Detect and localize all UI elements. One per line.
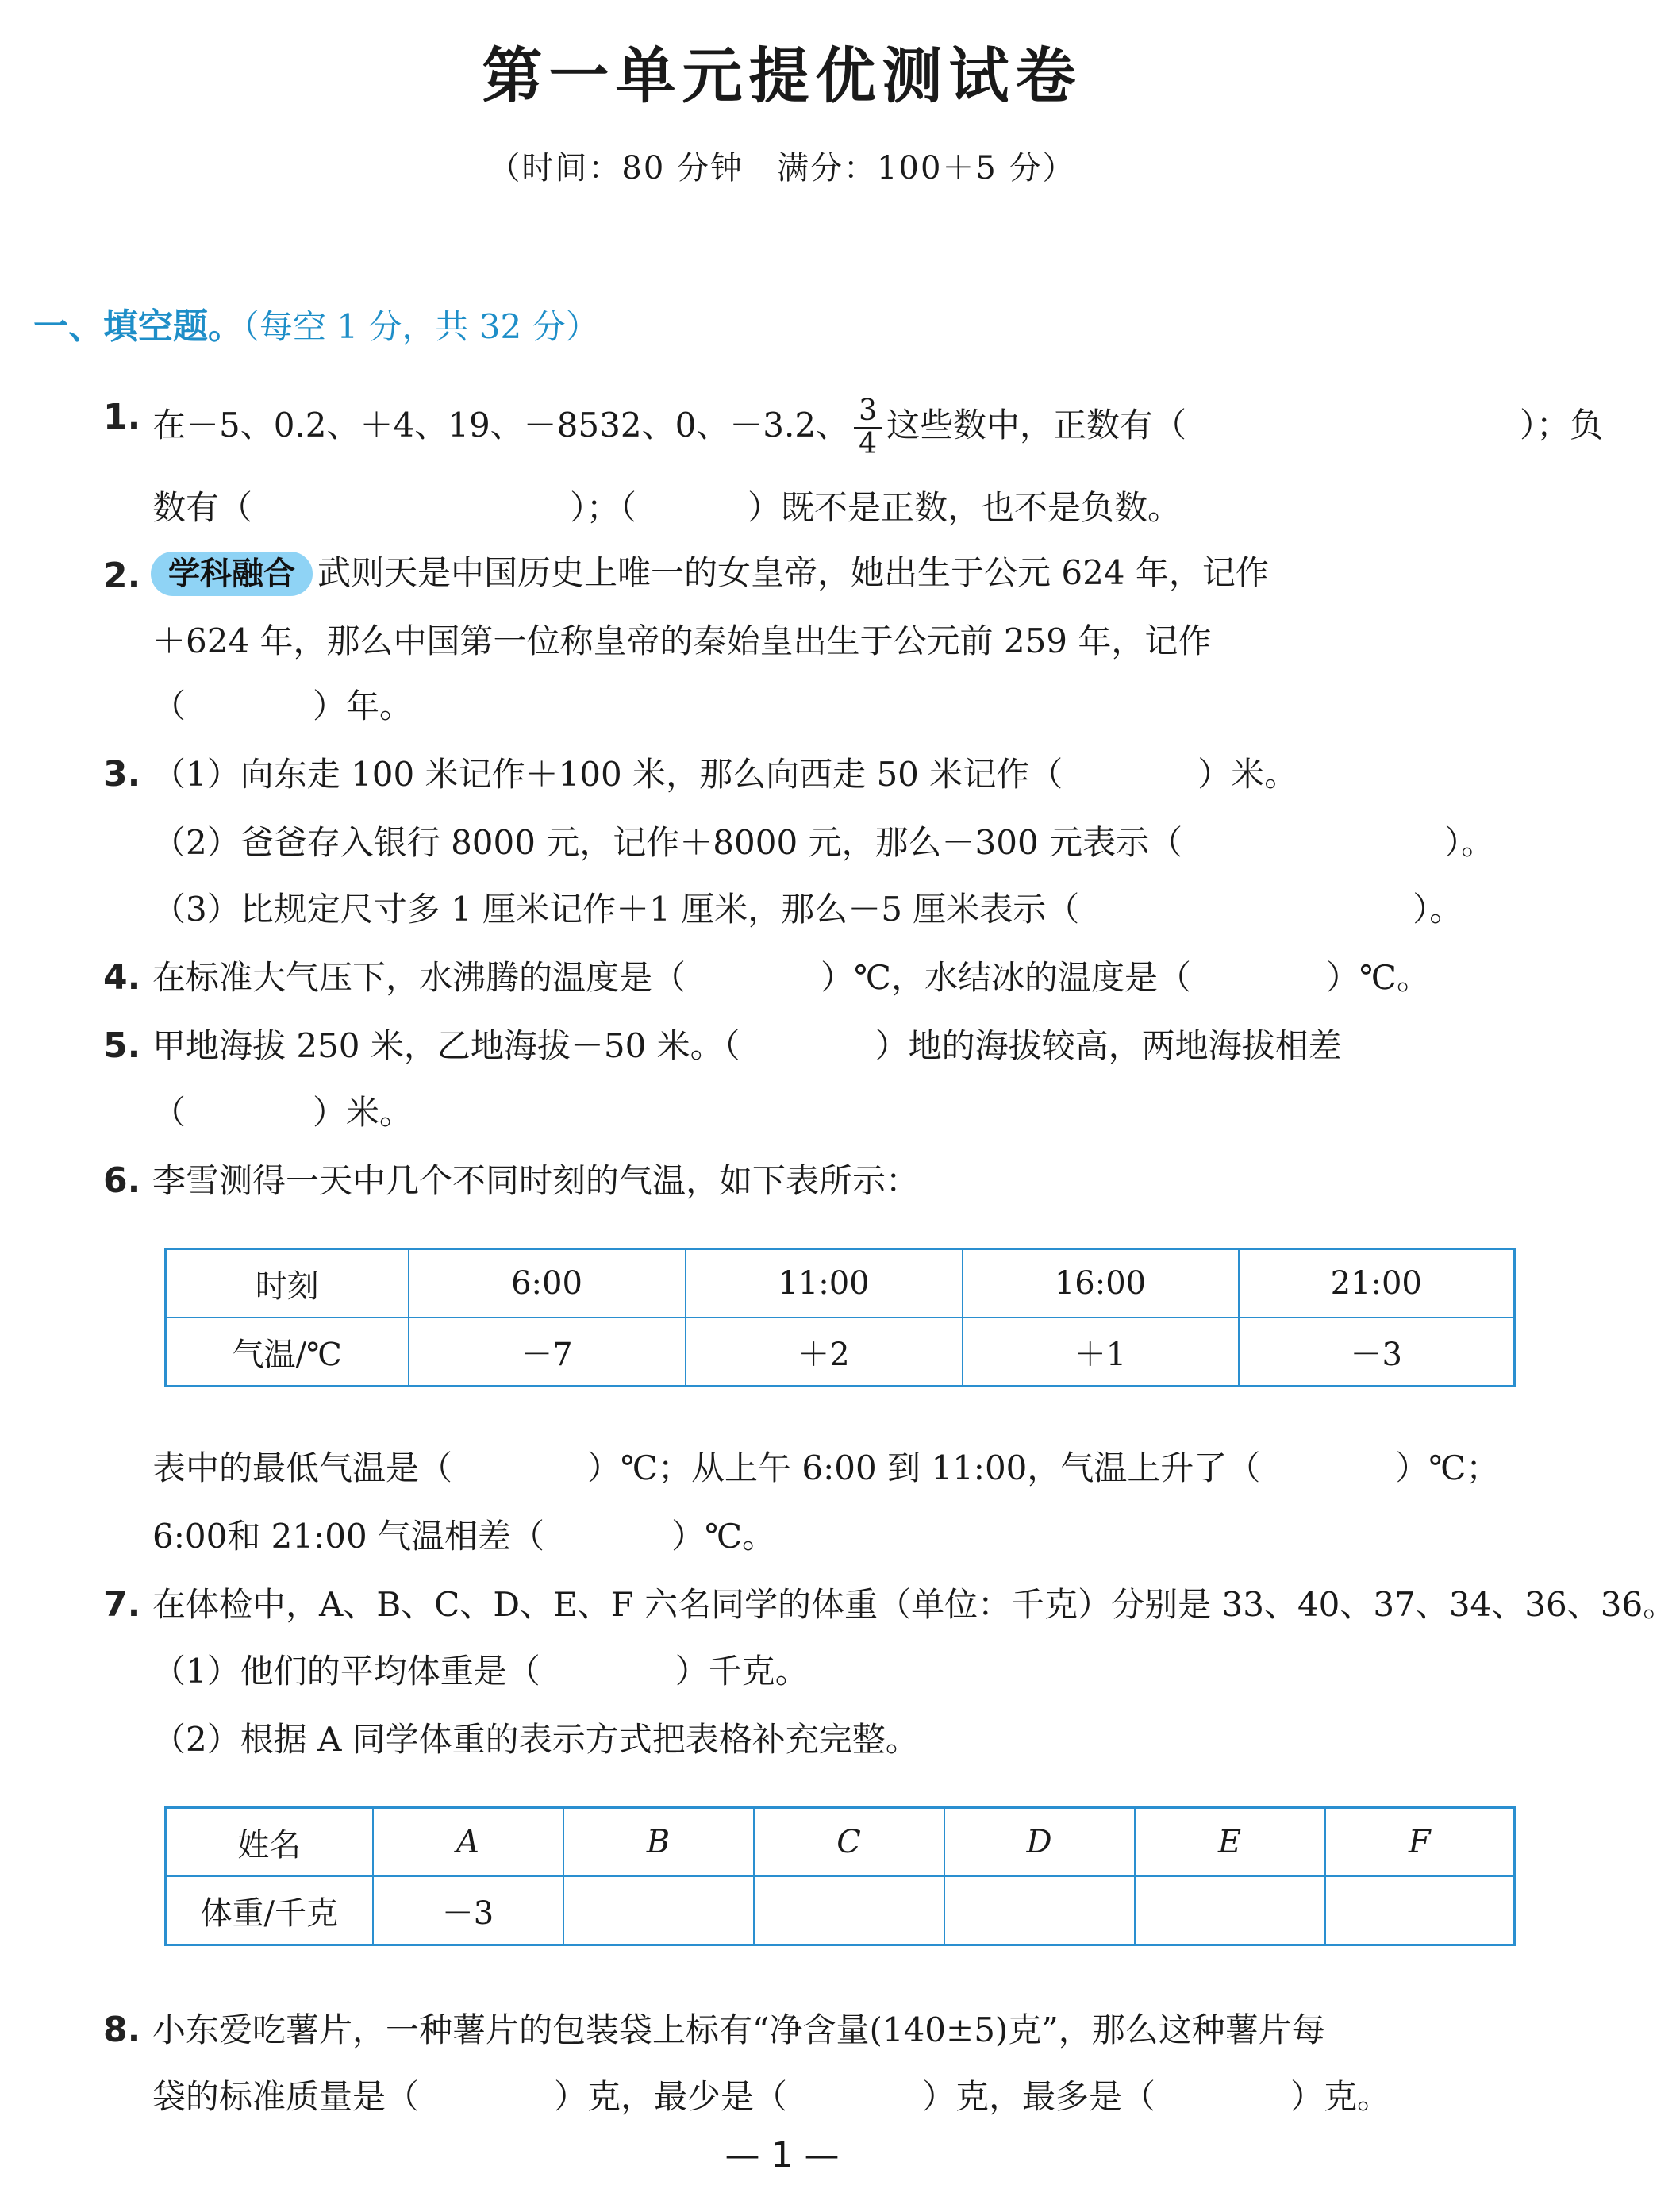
q5-text-a: 甲地海拔 250 米，乙地海拔－50 米。（ — [152, 1026, 740, 1065]
table-cell: 21:00 — [1239, 1249, 1515, 1318]
table-cell: C — [754, 1808, 944, 1877]
table-cell: 姓名 — [166, 1808, 373, 1877]
q5-text-d: ）米。 — [313, 1093, 413, 1132]
q6-text-b: ）℃；从上午 6:00 到 11:00，气温上升了（ — [587, 1448, 1261, 1487]
q4-text-c: ）℃。 — [1326, 958, 1430, 997]
q4-text-b: ）℃，水结冰的温度是（ — [821, 958, 1191, 997]
q7-s1-end: ）千克。 — [675, 1652, 809, 1691]
table-cell: －7 — [409, 1318, 686, 1387]
table-row — [166, 1808, 1515, 1877]
q2-text-b: ）年。 — [313, 687, 413, 725]
page-number: — 1 — — [725, 2135, 840, 2175]
page-title: 第一单元提优测试卷 — [482, 40, 1082, 111]
exam-info: （时间：80 分钟 满分：100＋5 分） — [488, 150, 1076, 187]
table-cell: 气温/℃ — [166, 1318, 409, 1387]
q6-text-c: ）℃； — [1395, 1448, 1500, 1487]
q5-line-2 — [152, 1091, 1523, 1135]
q8-text-a: 袋的标准质量是（ — [152, 2077, 420, 2116]
q1-text-d: 数有（ — [152, 488, 253, 527]
q3-sub-1 — [152, 752, 1523, 797]
table-row — [166, 1876, 1515, 1945]
q1-text-e: ）；（ — [570, 488, 637, 527]
q1-line-2 — [152, 486, 1523, 530]
q1-text-a: 在－5、0.2、＋4、19、－8532、0、－3.2、 — [152, 406, 850, 444]
q2-line-2: ＋624 年，那么中国第一位称皇帝的秦始皇出生于公元前 259 年，记作 — [152, 621, 1212, 660]
table-cell: A — [373, 1808, 563, 1877]
table-cell: －3 — [1239, 1318, 1515, 1387]
question-number-4: 4. — [103, 957, 141, 998]
q8-line-1: 小东爱吃薯片，一种薯片的包装袋上标有“净含量(140±5)克”，那么这种薯片每 — [152, 2010, 1325, 2049]
q2-line-1 — [151, 551, 1521, 596]
table-cell: ＋1 — [963, 1318, 1239, 1387]
temperature-table — [164, 1248, 1516, 1387]
question-number-8: 8. — [103, 2010, 141, 2050]
q2-text-1: 武则天是中国历史上唯一的女皇帝，她出生于公元 624 年，记作 — [317, 553, 1269, 592]
table-cell: －3 — [373, 1876, 563, 1945]
answer-cell[interactable] — [1325, 1876, 1515, 1945]
q6-intro: 李雪测得一天中几个不同时刻的气温，如下表所示： — [152, 1161, 920, 1200]
q7-intro: 在体检中，A、B、C、D、E、F 六名同学的体重（单位：千克）分别是 33、40、37、34、36、36。 — [152, 1585, 1676, 1624]
table-cell: E — [1135, 1808, 1325, 1877]
table-cell: 11:00 — [686, 1249, 963, 1318]
q3-s3-end: ）。 — [1413, 890, 1463, 929]
table-cell: 6:00 — [409, 1249, 686, 1318]
question-number-2: 2. — [103, 556, 141, 596]
section-heading — [33, 298, 599, 348]
q3-s1-end: ）米。 — [1197, 755, 1298, 794]
q3-s3-text: （3）比规定尺寸多 1 厘米记作＋1 厘米，那么－5 厘米表示（ — [152, 890, 1080, 929]
weight-table — [164, 1806, 1516, 1946]
fraction — [854, 395, 882, 460]
question-number-3: 3. — [103, 754, 141, 794]
answer-cell[interactable] — [563, 1876, 754, 1945]
section-note: （每空 1 分，共 32 分） — [243, 307, 599, 346]
table-cell: D — [944, 1808, 1135, 1877]
table-cell: B — [563, 1808, 754, 1877]
q1-text-f: ）既不是正数，也不是负数。 — [748, 488, 1182, 527]
q3-sub-2 — [152, 821, 1523, 865]
fraction-denominator: 4 — [859, 428, 877, 460]
q5-text-b: ）地的海拔较高，两地海拔相差 — [875, 1026, 1342, 1065]
q1-text-b: 这些数中，正数有（ — [886, 406, 1187, 444]
q2-line-3 — [152, 684, 1523, 729]
table-cell: F — [1325, 1808, 1515, 1877]
subject-integration-badge: 学科融合 — [151, 552, 313, 596]
q8-line-2 — [152, 2075, 1523, 2119]
q3-s2-end: ）。 — [1444, 823, 1495, 862]
q8-text-d: ）克。 — [1290, 2077, 1391, 2116]
q7-sub-1 — [152, 1649, 1523, 1694]
q3-sub-3 — [152, 887, 1523, 932]
q6-after-1 — [152, 1446, 1523, 1491]
q2-text-a: （ — [152, 687, 186, 725]
fraction-numerator: 3 — [854, 395, 882, 429]
table-row — [166, 1318, 1515, 1387]
table-cell: 时刻 — [166, 1249, 409, 1318]
question-number-5: 5. — [103, 1025, 141, 1066]
q5-line-1 — [152, 1024, 1523, 1068]
q1-text-c: ）；负 — [1520, 406, 1604, 444]
q1-line-1 — [152, 394, 1604, 460]
answer-cell[interactable] — [754, 1876, 944, 1945]
question-number-6: 6. — [103, 1160, 141, 1201]
q7-s1-text: （1）他们的平均体重是（ — [152, 1652, 540, 1691]
question-number-7: 7. — [103, 1584, 141, 1625]
q5-text-c: （ — [152, 1093, 186, 1132]
q3-s2-text: （2）爸爸存入银行 8000 元，记作＋8000 元，那么－300 元表示（ — [152, 823, 1183, 862]
q8-text-b: ）克，最少是（ — [554, 2077, 788, 2116]
q4-line — [152, 956, 1523, 1000]
table-cell: 体重/千克 — [166, 1876, 373, 1945]
q6-text-e: ）℃。 — [671, 1517, 776, 1556]
q6-text-d: 6:00和 21:00 气温相差（ — [152, 1517, 545, 1556]
question-number-1: 1. — [103, 397, 141, 437]
q6-after-2 — [152, 1514, 1523, 1559]
q3-s1-text: （1）向东走 100 米记作＋100 米，那么向西走 50 米记作（ — [152, 755, 1063, 794]
section-label: 一、填空题。 — [33, 306, 243, 347]
table-cell: ＋2 — [686, 1318, 963, 1387]
q4-text-a: 在标准大气压下，水沸腾的温度是（ — [152, 958, 686, 997]
q7-sub-2: （2）根据 A 同学体重的表示方式把表格补充完整。 — [152, 1720, 919, 1759]
table-row — [166, 1249, 1515, 1318]
q6-text-a: 表中的最低气温是（ — [152, 1448, 453, 1487]
q8-text-c: ）克，最多是（ — [922, 2077, 1156, 2116]
answer-cell[interactable] — [1135, 1876, 1325, 1945]
answer-cell[interactable] — [944, 1876, 1135, 1945]
table-cell: 16:00 — [963, 1249, 1239, 1318]
